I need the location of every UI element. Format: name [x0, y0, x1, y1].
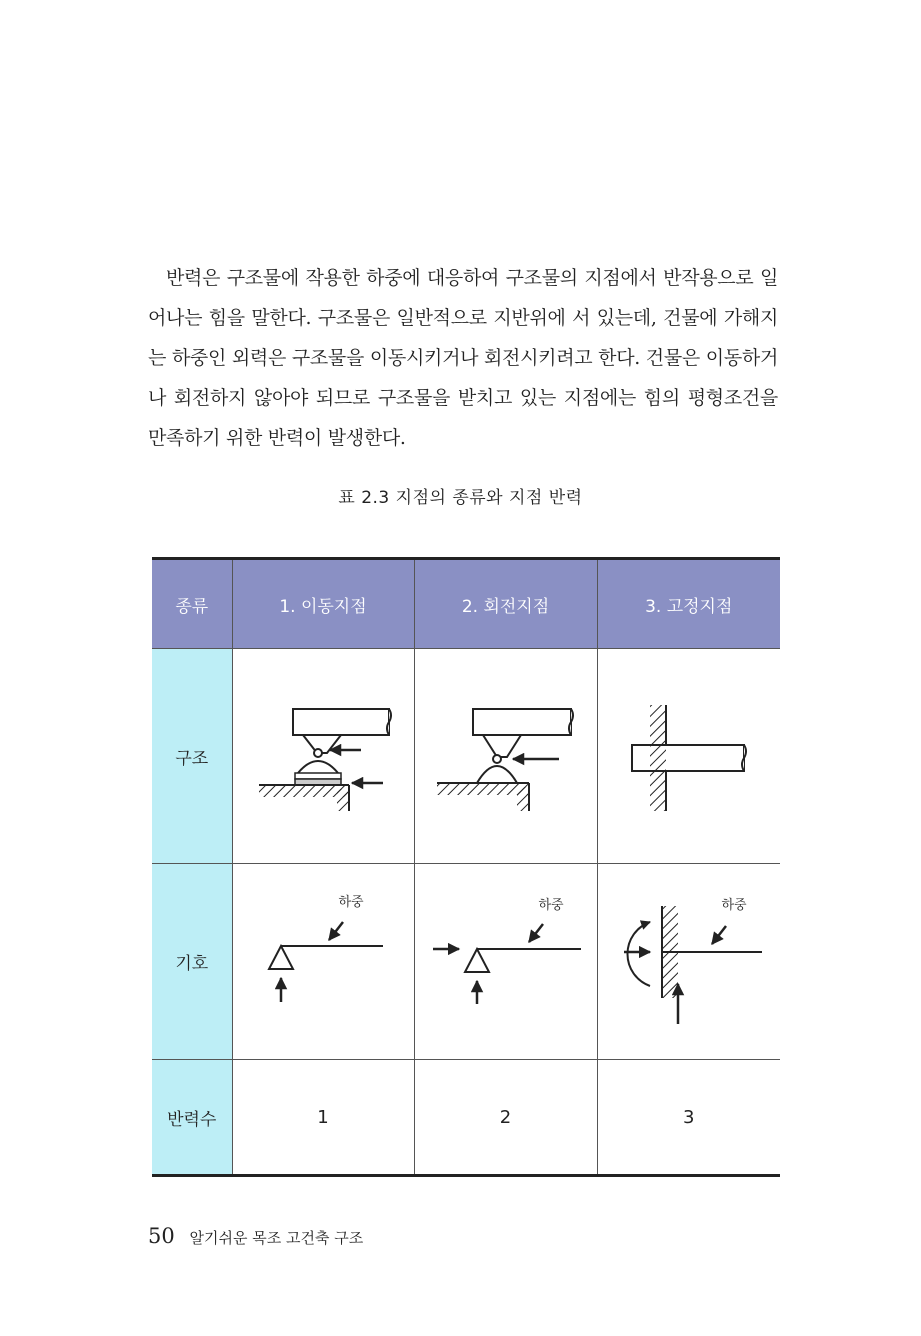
row-label-reactions: 반력수 — [152, 1060, 232, 1176]
pin-support-symbol — [415, 864, 598, 1059]
header-fixed: 3. 고정지점 — [597, 559, 780, 649]
header-pin: 2. 회전지점 — [414, 559, 597, 649]
fixed-structure-cell — [597, 649, 780, 864]
book-title: 알기쉬운 목조 고건축 구조 — [189, 1229, 364, 1247]
pin-reaction-count: 2 — [414, 1060, 597, 1176]
roller-reaction-count: 1 — [232, 1060, 414, 1176]
fixed-support-symbol — [598, 864, 781, 1059]
roller-support-symbol — [233, 864, 415, 1059]
body-paragraph — [148, 258, 778, 458]
page-footer — [148, 1224, 363, 1248]
row-label-symbol: 기호 — [152, 864, 232, 1060]
table-row-structure — [152, 649, 780, 864]
row-label-structure: 구조 — [152, 649, 232, 864]
roller-symbol-cell — [232, 864, 414, 1060]
fixed-load-label: 하중 — [720, 898, 747, 913]
fixed-support-drawing — [598, 649, 781, 863]
pin-structure-cell — [414, 649, 597, 864]
fixed-reaction-count: 3 — [597, 1060, 780, 1176]
roller-support-drawing — [233, 649, 415, 863]
table-header-row — [152, 559, 780, 649]
pin-support-drawing — [415, 649, 598, 863]
paragraph-text: 반력은 구조물에 작용한 하중에 대응하여 구조물의 지점에서 반작용으로 일어나는 힘을 말한다. 구조물은 일반적으로 지반위에 서 있는데, 건물에 가해지는 하중인 외력은 구조물을 이동시키거나 회전시키려고 한다. 건물은 이동하거나 회전하지 않아야 되므로 구조물을 받치고 있는 지점에는 힘의 평형조건을 만족하기 위한 반력이 발생한다. — [148, 267, 778, 449]
header-roller: 1. 이동지점 — [232, 559, 414, 649]
fixed-symbol-cell — [597, 864, 780, 1060]
table-row-reactions — [152, 1060, 780, 1176]
header-type: 종류 — [152, 559, 232, 649]
pin-symbol-cell — [414, 864, 597, 1060]
roller-structure-cell — [232, 649, 414, 864]
page-number: 50 — [148, 1224, 175, 1248]
table-caption: 표 2.3 지점의 종류와 지점 반력 — [338, 488, 583, 508]
table-row-symbol — [152, 864, 780, 1060]
support-types-table — [152, 557, 780, 1177]
roller-load-label: 하중 — [337, 895, 364, 910]
pin-load-label: 하중 — [537, 898, 564, 913]
